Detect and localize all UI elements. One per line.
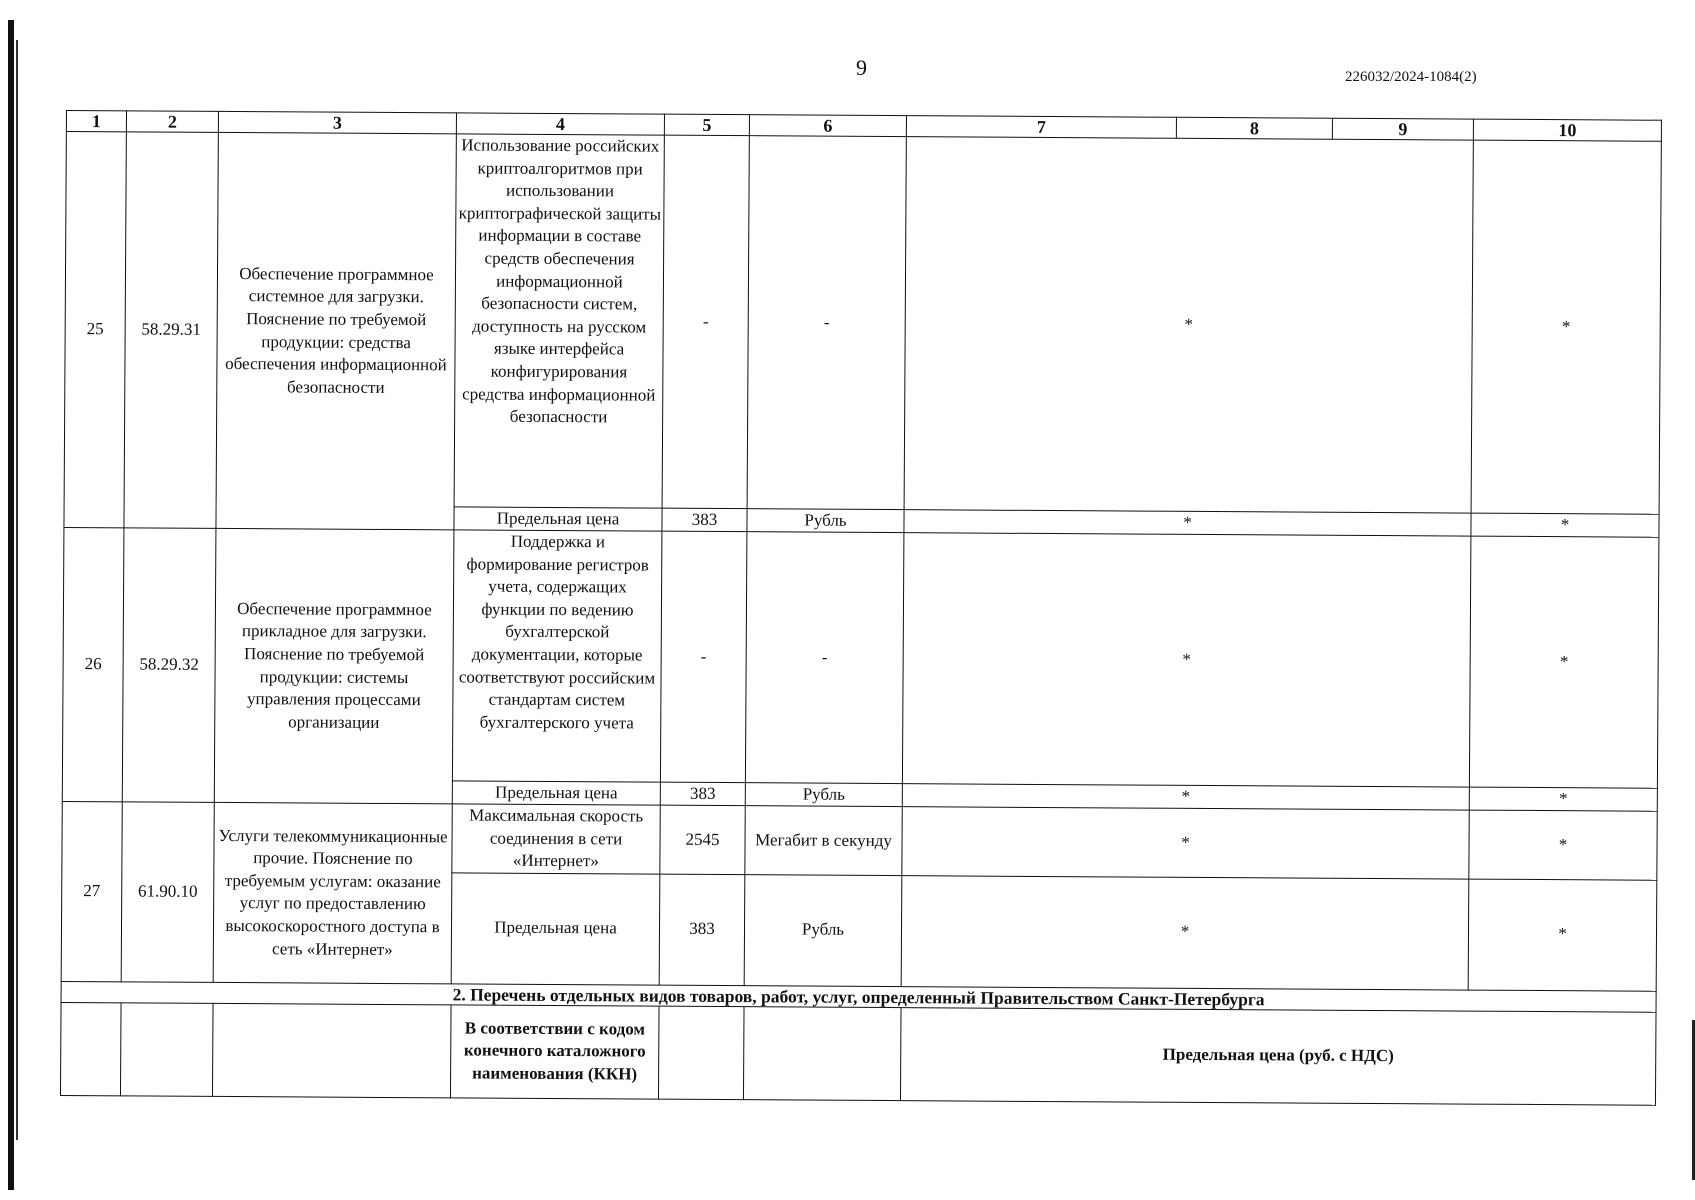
page-number: 9 [856,55,867,80]
price-label: Предельная цена [452,781,660,805]
col-3-header: 3 [218,111,456,133]
col-7-header: 7 [906,116,1176,139]
empty-cell [120,1003,213,1097]
section-2-title: 2. Перечень отдельных видов товаров, работ, услуг, определенный Правительством Санкт-Петербурга [61,981,1656,1012]
document-number: 226032/2024-1084(2) [1345,69,1477,85]
okpd2-code: 58.29.31 [124,132,218,529]
value-col7: * [904,137,1473,513]
value-col7: * [902,533,1471,787]
table-row [62,527,1659,788]
col-10-header: 10 [1473,119,1661,141]
row-number: 27 [61,801,122,981]
value-col9: * [1469,536,1659,788]
price-okei: 383 [662,508,747,532]
empty-cell [658,1006,744,1100]
characteristic-name: Максимальная скорость соединения в сети «Интернет» [452,804,660,874]
scan-left-edge-line [16,40,18,1140]
price-value-col9: * [1469,787,1657,811]
price-unit: Рубль [745,783,902,807]
price-unit: Рубль [744,874,902,986]
max-price-label: Предельная цена (руб. с НДС) [900,1007,1656,1105]
col-4-header: 4 [456,113,664,135]
item-name: Услуги телекоммуникационные прочие. Пояснение по требуемым услугам: оказание услуг по предоставлению высокоскоростного доступа в сеть «Интернет» [213,802,452,983]
col-5-header: 5 [664,114,749,136]
price-value-col7: * [902,784,1469,810]
price-unit: Рубль [747,509,904,533]
okei-code: - [662,135,749,509]
price-okei: 383 [660,782,745,806]
row-number: 26 [62,527,124,801]
unit-name: - [747,136,906,510]
okei-code: - [660,531,747,783]
price-label: Предельная цена [454,507,662,531]
characteristic-name: Поддержка и формирование регистров учета, содержащих функции по ведению бухгалтерской документации, которые соответствуют российским стандартам систем бухгалтерского учета [452,530,662,782]
unit-name: - [745,532,904,784]
col-6-header: 6 [749,115,906,137]
okei-code: 2545 [660,805,745,874]
item-name: Обеспечение программное прикладное для загрузки. Пояснение по требуемой продукции: системы управления процессами организации [214,528,454,803]
table-row [64,132,1661,515]
value-col9: * [1471,140,1661,514]
scan-left-edge [8,20,14,1190]
kkn-reference: В соответствии с кодом конечного каталожного наименования (ККН) [450,1005,659,1099]
price-value-col9: * [1471,513,1659,537]
price-label: Предельная цена [451,873,660,985]
characteristic-name: Использование российских криптоалгоритмов при использовании криптографической защиты информации в составе средств обеспечения информационной безопасности систем, доступность на русском языке интерфейса конфигурирования средства информационной безопасности [454,134,664,508]
row-number: 25 [64,132,126,528]
col-1-header: 1 [66,111,126,132]
okpd2-code: 61.90.10 [121,802,214,982]
price-value-col7: * [901,875,1469,989]
unit-name: Мегабит в секунду [745,806,902,876]
empty-cell [212,1003,451,1097]
requirements-table [60,110,1662,1106]
price-value-col9: * [1468,879,1657,991]
okpd2-code: 58.29.32 [122,528,216,803]
col-9-header: 9 [1332,118,1473,140]
col-8-header: 8 [1176,117,1332,139]
empty-cell [743,1006,901,1100]
table-row [62,801,1657,880]
section-2-row [60,1002,1656,1105]
empty-cell [60,1002,121,1095]
price-value-col7: * [904,510,1471,536]
value-col7: * [902,807,1469,879]
price-okei: 383 [659,874,745,986]
col-2-header: 2 [126,111,218,133]
item-name: Обеспечение программное системное для загрузки. Пояснение по требуемой продукции: средства обеспечения информационной безопасности [216,132,456,529]
value-col9: * [1469,810,1657,880]
